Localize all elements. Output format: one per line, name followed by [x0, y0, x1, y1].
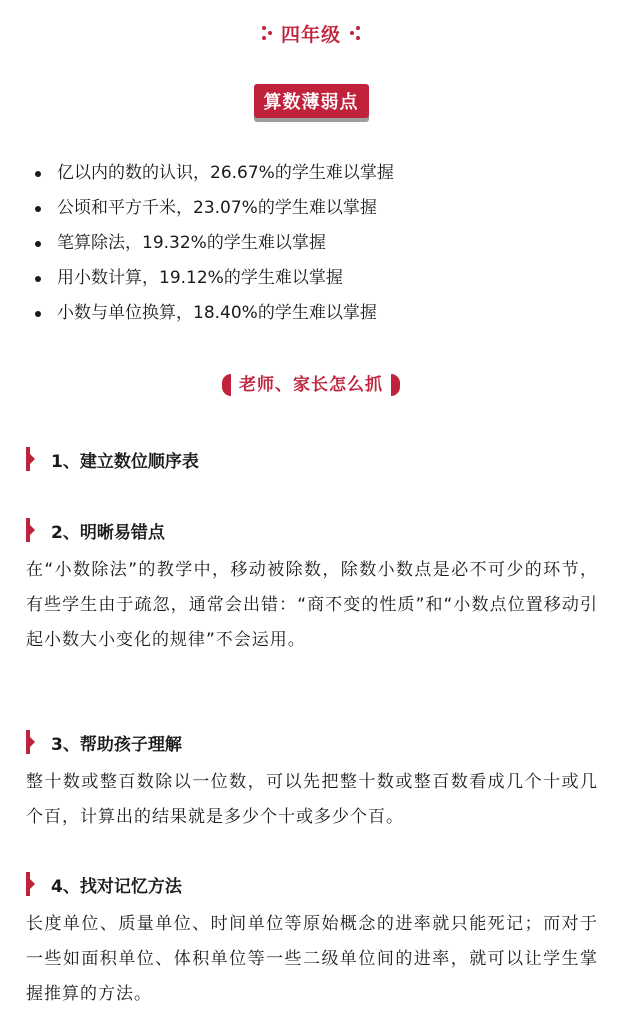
bullet-icon	[35, 241, 41, 247]
section-2-title	[26, 517, 165, 543]
left-cap-icon	[222, 374, 231, 396]
section-title-text: 1、建立数位顺序表	[51, 451, 199, 472]
section-2-body: 在“小数除法”的教学中，移动被除数，除数小数点是必不可少的环节，有些学生由于疏忽，通常会出错：“商不变的性质”和“小数点位置移动引起小数大小变化的规律”不会运用。	[26, 560, 598, 650]
advice-header	[0, 372, 622, 398]
left-dots-icon	[261, 25, 273, 41]
list-item-text: 小数与单位换算，18.40%的学生难以掌握	[57, 303, 377, 323]
right-cap-icon	[391, 374, 400, 396]
section-title-text: 3、帮助孩子理解	[51, 734, 182, 755]
list-item	[30, 191, 394, 226]
section-1-title	[26, 446, 199, 472]
section-title-text: 4、找对记忆方法	[51, 876, 182, 897]
section-marker-icon	[26, 447, 35, 471]
section-3-body: 整十数或整百数除以一位数，可以先把整十数或整百数看成几个十或几个百，计算出的结果就是多少个十或多少个百。	[26, 772, 598, 827]
right-dots-icon	[349, 25, 361, 41]
advice-title: 老师、家长怎么抓	[239, 375, 383, 395]
advice-badge	[222, 372, 400, 398]
list-item	[30, 261, 394, 296]
section-marker-icon	[26, 872, 35, 896]
list-item-text: 公顷和平方千米，23.07%的学生难以掌握	[57, 198, 377, 218]
grade-heading	[0, 18, 622, 48]
bullet-icon	[35, 171, 41, 177]
section-title-text: 2、明晰易错点	[51, 522, 165, 543]
section-marker-icon	[26, 730, 35, 754]
list-item	[30, 296, 394, 331]
list-item	[30, 156, 394, 191]
bullet-icon	[35, 276, 41, 282]
bullet-icon	[35, 311, 41, 317]
section-3-title	[26, 729, 182, 755]
list-item-text: 亿以内的数的认识，26.67%的学生难以掌握	[57, 163, 394, 183]
weak-points-header	[0, 84, 622, 118]
list-item-text: 用小数计算，19.12%的学生难以掌握	[57, 268, 343, 288]
section-marker-icon	[26, 518, 35, 542]
list-item	[30, 226, 394, 261]
section-4-body: 长度单位、质量单位、时间单位等原始概念的进率就只能死记；而对于一些如面积单位、体积单位等一些二级单位间的进率，就可以让学生掌握推算的方法。	[26, 914, 598, 1004]
weak-points-list	[30, 156, 394, 331]
list-item-text: 笔算除法，19.32%的学生难以掌握	[57, 233, 326, 253]
weak-points-badge: 算数薄弱点	[254, 84, 369, 118]
section-4-title	[26, 871, 182, 897]
bullet-icon	[35, 206, 41, 212]
grade-title: 四年级	[280, 23, 341, 46]
